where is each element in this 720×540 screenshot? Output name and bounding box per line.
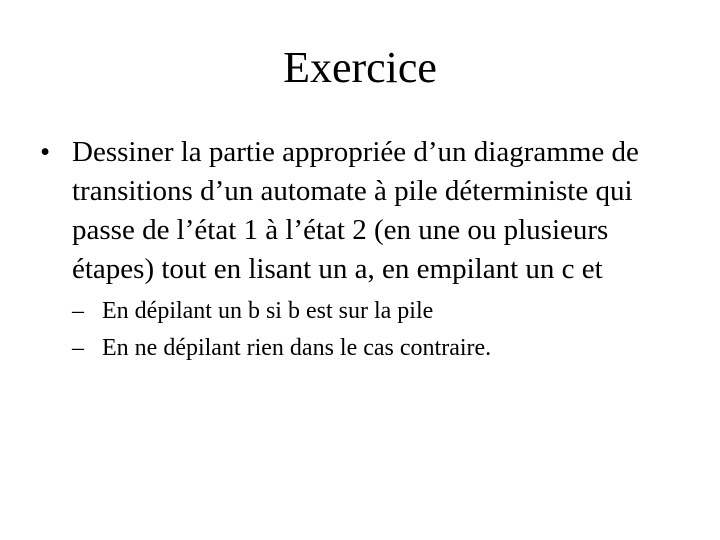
- sub-bullet-text: En dépilant un b si b est sur la pile: [102, 298, 434, 324]
- main-bullet: [40, 133, 690, 289]
- sub-bullet-item: [72, 293, 690, 330]
- bullet-marker: •: [40, 136, 51, 168]
- sub-bullet-item: [72, 330, 690, 367]
- main-bullet-text: Dessiner la partie appropriée d’un diagramme de transitions d’un automate à pile déterministe qui passe de l’état 1 à l’état 2 (en une ou plusieurs étapes) tout en lisant un a, en empilant un c et: [72, 136, 639, 285]
- slide-title: Exercice: [283, 43, 437, 92]
- dash-marker: –: [72, 298, 84, 324]
- sub-bullet-list: [40, 293, 690, 367]
- slide-body: [40, 133, 690, 367]
- sub-bullet-text: En ne dépilant rien dans le cas contraire.: [102, 335, 492, 361]
- dash-marker: –: [72, 335, 84, 361]
